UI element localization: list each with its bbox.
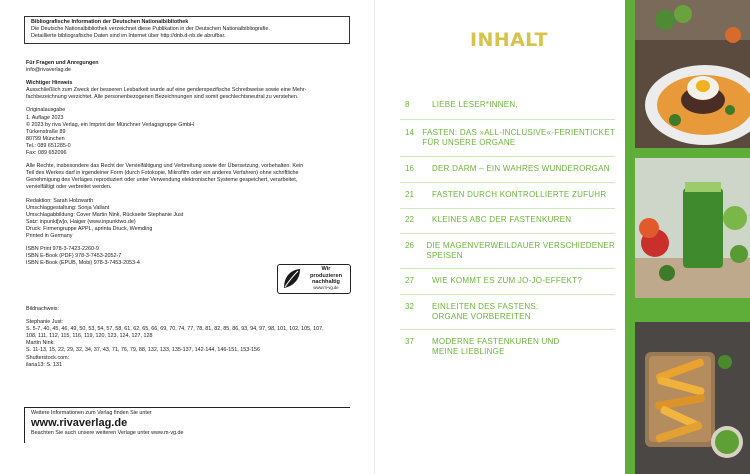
toc-title: EINLEITEN DES FASTENS: ORGANE VORBEREITEN — [432, 302, 539, 321]
footer-line-1: Weitere Informationen zum Verlag finden Sie unter — [31, 410, 152, 416]
toc-page-number: 21 — [405, 190, 414, 199]
rights-block — [26, 163, 356, 191]
biblio-line-2: Detaillierte bibliografische Daten sind im Internet über http://dnb.d-nb.de abrufbar. — [31, 33, 226, 39]
toc-title: WIE KOMMT ES ZUM JO-JO-EFFEKT? — [432, 276, 583, 285]
toc-page-number: 27 — [405, 276, 414, 285]
credits-just-pages: 108, 111, 112, 115, 116, 119, 120, 123, 124, 127, 128 — [26, 333, 153, 340]
publisher-footer-box — [24, 407, 350, 443]
credits-shutterstock-pages: ilaria13: S. 131 — [26, 361, 62, 368]
fries-image — [635, 322, 750, 474]
toc-entry[interactable] — [400, 215, 615, 225]
footer-line-2: Beachten Sie auch unsere weiteren Verlage unter www.m-vg.de — [31, 430, 184, 436]
edition-line: Originalausgabe — [26, 107, 66, 114]
notice-title: Wichtiger Hinweis — [26, 80, 73, 87]
toc-entry[interactable] — [400, 276, 615, 286]
publisher-url[interactable]: www.rivaverlag.de — [31, 417, 128, 429]
toc-divider — [400, 182, 615, 183]
edition-line: 80799 München — [26, 135, 65, 142]
book-spine-divider — [374, 0, 375, 474]
toc-title: MODERNE FASTENKUREN UND MEINE LIEBLINGE — [432, 337, 560, 356]
badge-line-2: nachhaltig — [312, 279, 340, 285]
biblio-title: Bibliografische Information der Deutschen Nationalbibliothek — [31, 19, 189, 25]
isbn-print: ISBN Print 978-3-7423-2260-9 — [26, 246, 99, 253]
toc-entry[interactable] — [400, 241, 615, 261]
sustainability-badge — [277, 264, 351, 294]
credits-just-name: Stephanie Just: — [26, 319, 64, 326]
isbn-epub: ISBN E-Book (EPUB, Mobi) 978-3-7453-2053-4 — [26, 260, 140, 267]
badge-line-1: Wir produzieren — [309, 266, 342, 279]
toc-divider — [400, 156, 615, 157]
toc-entry[interactable] — [400, 100, 615, 110]
staff-line: Satz: inpunkt[w]o, Haiger (www.inpunktwo.de) — [26, 218, 136, 225]
notice-line-2: fachbezeichnung verzichtet. Alle personenbezogenen Bezeichnungen sind somit geschlechtsneutral zu verstehen. — [26, 94, 299, 101]
credits-title: Bildnachweis: — [26, 306, 59, 312]
imprint-text — [26, 60, 356, 273]
contact-title: Für Fragen und Anregungen — [26, 60, 99, 66]
credits-just-pages: S. 5-7, 40, 45, 46, 49, 50, 53, 54, 57, 58, 61, 62, 65, 66, 69, 70, 74, 77, 78, 81, 82, 85, 86, 93, 94, 97, 98, 101, 102, 105, 107, — [26, 326, 324, 333]
edition-block — [26, 107, 356, 157]
toc-title: DER DARM – EIN WAHRES WUNDERORGAN — [432, 164, 610, 173]
badge-url: www.m-vg.de — [313, 285, 339, 291]
toc-divider — [400, 268, 615, 269]
toc-page-number: 37 — [405, 337, 414, 346]
edition-line: © 2023 by riva Verlag, ein Imprint der Münchner Verlagsgruppe GmbH — [26, 121, 194, 128]
notice-line-1: Ausschließlich zum Zweck der besseren Lesbarkeit wurde auf eine genderspezifische Schreibweise sowie eine Mehr- — [26, 87, 307, 94]
toc-entry[interactable] — [400, 164, 615, 174]
rights-line: Genehmigung des Verlages reproduziert oder unter Verwendung elektronischer Systeme gespeichert, verarbeitet, — [26, 177, 298, 184]
toc-page-number: 32 — [405, 302, 414, 311]
photo-green-smoothie — [635, 158, 750, 298]
food-plate-image — [635, 0, 750, 148]
isbn-pdf: ISBN E-Book (PDF) 978-3-7453-2052-7 — [26, 253, 122, 260]
toc-heading: INHALT — [470, 29, 548, 51]
toc-divider — [400, 233, 615, 234]
toc-divider — [400, 119, 615, 120]
rights-line: Teil des Werkes darf in irgendeiner Form (durch Fotokopie, Mikrofilm oder ein anderes Verfahren) ohne schriftliche — [26, 170, 299, 177]
bibliographic-info-box — [24, 16, 350, 44]
image-credits — [26, 306, 356, 375]
staff-line: Redaktion: Sarah Holzwarth — [26, 197, 94, 204]
toc-page-number: 22 — [405, 215, 414, 224]
badge-text — [305, 266, 347, 292]
leaf-icon — [281, 267, 303, 291]
toc-divider — [400, 208, 615, 209]
credits-nink-name: Martin Nink: — [26, 340, 55, 347]
toc-page-number: 14 — [405, 128, 414, 137]
toc-entry[interactable] — [400, 337, 615, 357]
rights-line: vervielfältigt oder verbreitet werden. — [26, 184, 112, 191]
green-smoothie-image — [635, 158, 750, 298]
photo-sweet-potato-fries — [635, 322, 750, 474]
toc-divider — [400, 329, 615, 330]
staff-line: Umschlaggestaltung: Sonja Vallant — [26, 204, 110, 211]
credits-nink-pages: S. 11-13, 15, 22, 29, 32, 34, 37, 43, 71, 76, 79, 88, 132, 133, 135-137, 142-144, 146-151, 153-156 — [26, 347, 260, 354]
staff-line: Printed in Germany — [26, 232, 73, 239]
toc-title: FASTEN DURCH KONTROLLIERTE ZUFUHR — [432, 190, 607, 199]
photo-food-plate — [635, 0, 750, 148]
edition-line: Fax: 089 652096 — [26, 150, 67, 157]
toc-entry[interactable] — [400, 128, 615, 148]
toc-title: FASTEN: DAS »ALL-INCLUSIVE«-FERIENTICKET FÜR UNSERE ORGANE — [422, 128, 615, 147]
toc-title: DIE MAGENVERWEILDAUER VERSCHIEDENER SPEISEN — [426, 241, 615, 260]
notice-block — [26, 80, 356, 101]
toc-page-number: 26 — [405, 241, 414, 250]
edition-line: Türkenstraße 89 — [26, 128, 66, 135]
credits-shutterstock-name: Shutterstock.com: — [26, 354, 70, 361]
edition-line: Tel.: 089 651285-0 — [26, 142, 71, 149]
staff-line: Druck: Firmengruppe APPL, aprinta Druck, Wemding — [26, 225, 153, 232]
toc-entry[interactable] — [400, 190, 615, 200]
toc-entry[interactable] — [400, 302, 615, 322]
toc-title: LIEBE LESER*INNEN, — [432, 100, 518, 109]
toc-divider — [400, 294, 615, 295]
contact-email[interactable]: info@rivaverlag.de — [26, 67, 72, 74]
biblio-line-1: Die Deutsche Nationalbibliothek verzeichnet diese Publikation in der Deutschen Nationalbibliografie. — [31, 26, 270, 32]
staff-block — [26, 198, 356, 241]
toc-title: KLEINES ABC DER FASTENKUREN — [432, 215, 572, 224]
toc-page-number: 8 — [405, 100, 410, 109]
staff-line: Umschlagabbildung: Cover Martin Nink, Rückseite Stephanie Just — [26, 211, 184, 218]
toc-page-number: 16 — [405, 164, 414, 173]
edition-line: 1. Auflage 2023 — [26, 114, 64, 121]
rights-line: Alle Rechte, insbesondere das Recht der Vervielfältigung und Verbreitung sowie der Übersetzung, vorbehalten. Kein — [26, 163, 304, 170]
contact-block — [26, 60, 356, 74]
